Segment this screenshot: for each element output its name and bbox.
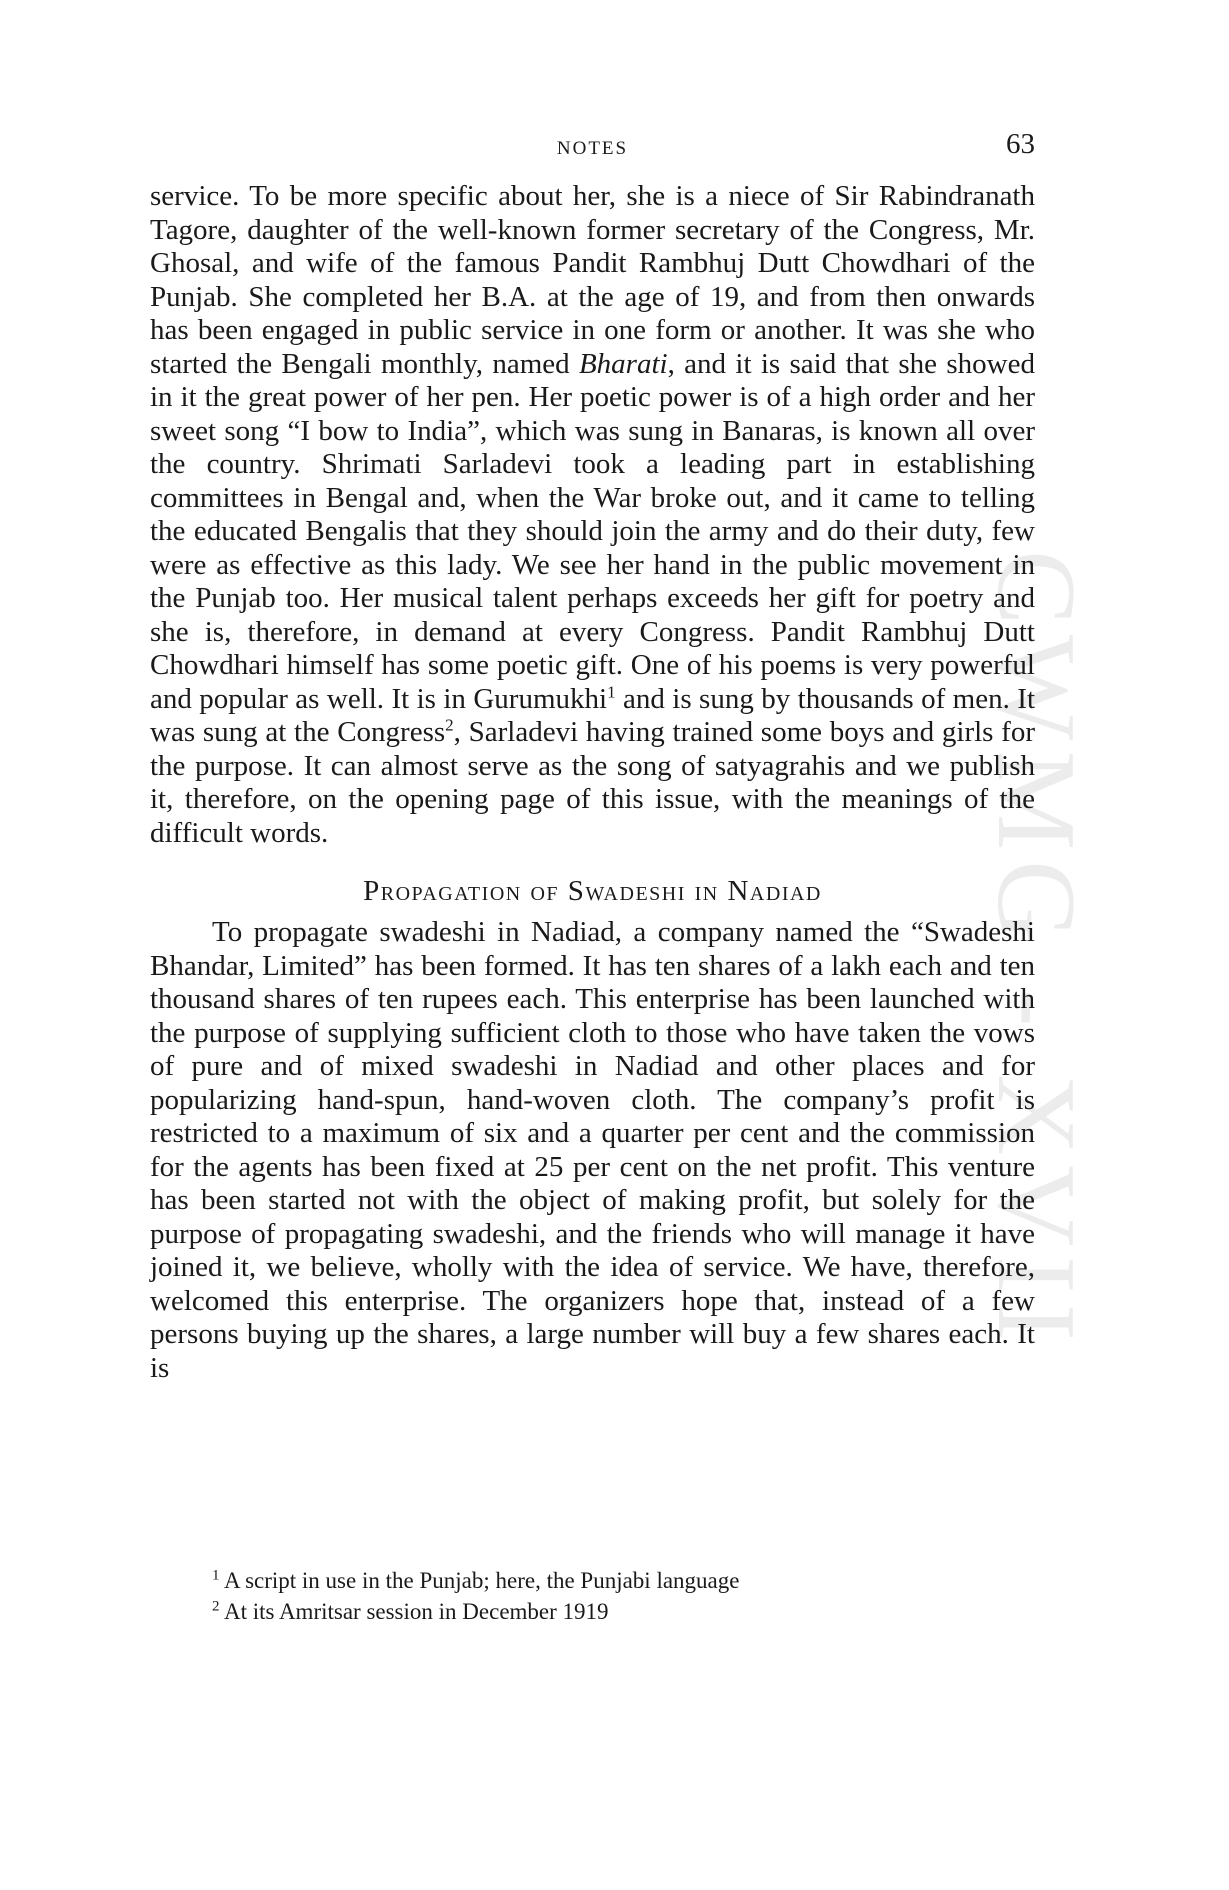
footnote-marker: 1 (212, 1567, 220, 1584)
footnote-ref-1: 1 (607, 681, 616, 701)
paragraph-text: and is sung by thousands of men. It was sung at the Congress (150, 682, 1035, 748)
footnotes (150, 1565, 1035, 1627)
footnote-2 (150, 1596, 1035, 1627)
footnote-1 (150, 1565, 1035, 1596)
running-head: NOTES (556, 138, 629, 159)
page-number: 63 (1006, 128, 1035, 160)
section-paragraph: To propagate swadeshi in Nadiad, a company named the “Swadeshi Bhandar, Limited” has been formed. It has ten shares of a lakh each and ten thousand shares of ten rupees each. This enterprise has been launched with the purpose of supplying sufficient cloth to those who have taken the vows of pure and of mixed swadeshi in Nadiad and other places and for popularizing hand-spun, hand-woven cloth. The company’s profit is restricted to a maximum of six and a quarter per cent and the commission for the agents has been fixed at 25 per cent on the net profit. This venture has been started not with the object of making profit, but solely for the purpose of propagating swadeshi, and the friends who will manage it have joined it, we believe, wholly with the idea of service. We have, therefore, welcomed this enterprise. The organizers hope that, instead of a few persons buying up the shares, a large number will buy a few shares each. It is (150, 916, 1035, 1384)
continued-paragraph (150, 180, 1035, 850)
watermark-text: CWMG - XVII (973, 549, 1098, 1351)
main-text (150, 180, 1035, 1385)
page-header (150, 128, 1035, 168)
footnote-text: A script in use in the Punjab; here, the Punjabi language (219, 1568, 740, 1593)
paragraph-text: , Sarladevi having trained some boys and girls for the purpose. It can almost serve as the song of satyagrahis and we publish it, therefore, on the opening page of this issue, with the meanings of the difficult words. (150, 716, 1035, 849)
footnote-marker: 2 (212, 1598, 220, 1615)
paragraph-text: service. To be more specific about her, she is a niece of Sir Rabindranath Tagore, daughter of the well-known former secretary of the Congress, Mr. Ghosal, and wife of the famous Pandit Rambhuj Dutt Chowdhari of the Punjab. She completed her B.A. at the age of 19, and from then onwards has been engaged in public service in one form or another. It was she who started the Bengali monthly, named (150, 180, 1035, 380)
section-heading: Propagation of Swadeshi in Nadiad (363, 875, 822, 907)
footnote-ref-2: 2 (445, 715, 454, 735)
footnote-text: At its Amritsar session in December 1919 (219, 1599, 609, 1624)
italic-title-bharati: Bharati (578, 347, 668, 380)
paragraph-text: , and it is said that she showed in it the great power of her pen. Her poetic power is of a high order and her sweet song “I bow to India”, which was sung in Banaras, is known all over the country. Shrimati Sarladevi took a leading part in establishing committees in Bengal and, when the War broke out, and it came to telling the educated Bengalis that they should join the army and do their duty, few were as effective as this lady. We see her hand in the public movement in the Punjab too. Her musical talent perhaps exceeds her gift for poetry and she is, therefore, in demand at every Congress. Pandit Rambhuj Dutt Chowdhari himself has some poetic gift. One of his poems is very powerful and popular as well. It is in Gurumukhi (150, 347, 1035, 715)
